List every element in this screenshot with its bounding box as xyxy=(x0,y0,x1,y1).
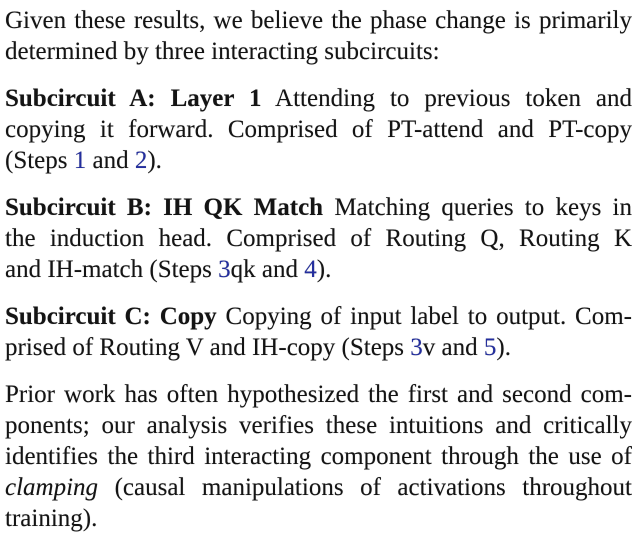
text-line xyxy=(5,36,632,67)
step-ref-link[interactable]: 3 xyxy=(218,256,231,283)
paragraph xyxy=(5,192,632,285)
text-run: v and xyxy=(422,334,484,361)
text-run: ). xyxy=(316,256,332,283)
italic-term-run: clamping xyxy=(5,474,99,501)
text-run: (causal manipulations of activations throughout xyxy=(98,474,632,501)
step-ref-link[interactable]: 3 xyxy=(410,334,423,361)
step-ref-link[interactable]: 2 xyxy=(134,147,148,174)
step-ref-link[interactable]: 1 xyxy=(73,147,87,174)
text-line xyxy=(5,114,632,145)
text-run: qk and xyxy=(230,256,305,283)
text-line xyxy=(5,379,632,410)
subcircuit-heading-run: Subcircuit C: Copy xyxy=(5,303,217,330)
text-run: Attending to previous token and xyxy=(261,85,632,112)
text-line xyxy=(5,472,632,503)
text-run: and IH-match (Steps xyxy=(5,256,219,283)
paragraph xyxy=(5,83,632,176)
text-line xyxy=(5,254,632,285)
text-run: training). xyxy=(5,505,98,532)
text-run: prised of Routing V and IH-copy (Steps xyxy=(5,334,411,361)
text-run: and xyxy=(86,147,135,174)
text-run: determined by three interacting subcircuits: xyxy=(5,38,440,65)
step-ref-link[interactable]: 4 xyxy=(304,256,317,283)
text-run: (Steps xyxy=(5,147,74,174)
text-line xyxy=(5,5,632,36)
text-line xyxy=(5,192,632,223)
text-run: the induction head. Comprised of Routing Q, Routing K xyxy=(5,225,632,252)
subcircuit-heading-run: Subcircuit A: Layer 1 xyxy=(5,85,262,112)
text-run: ). xyxy=(496,334,511,361)
text-run: Prior work has often hypothesized the first and second com- xyxy=(5,381,632,408)
text-run: Matching queries to keys in xyxy=(323,194,632,221)
text-line xyxy=(5,223,632,254)
text-run: copying it forward. Comprised of PT-attend and PT-copy xyxy=(5,116,632,143)
text-run: ponents; our analysis verifies these intuitions and critically xyxy=(5,412,632,439)
paragraph xyxy=(5,5,632,67)
text-line xyxy=(5,83,632,114)
paragraph xyxy=(5,301,632,363)
text-line xyxy=(5,145,632,176)
text-line xyxy=(5,332,632,363)
text-line xyxy=(5,410,632,441)
text-line xyxy=(5,301,632,332)
text-line xyxy=(5,441,632,472)
text-run: Given these results, we believe the phase change is primarily xyxy=(5,7,632,34)
subcircuit-heading-run: Subcircuit B: IH QK Match xyxy=(5,194,324,221)
text-run: identifies the third interacting component through the use of xyxy=(5,443,632,470)
step-ref-link[interactable]: 5 xyxy=(483,334,497,361)
paragraph xyxy=(5,379,632,534)
text-run: ). xyxy=(147,147,162,174)
text-run: Copying of input label to output. Com- xyxy=(216,303,632,330)
text-line xyxy=(5,503,632,534)
